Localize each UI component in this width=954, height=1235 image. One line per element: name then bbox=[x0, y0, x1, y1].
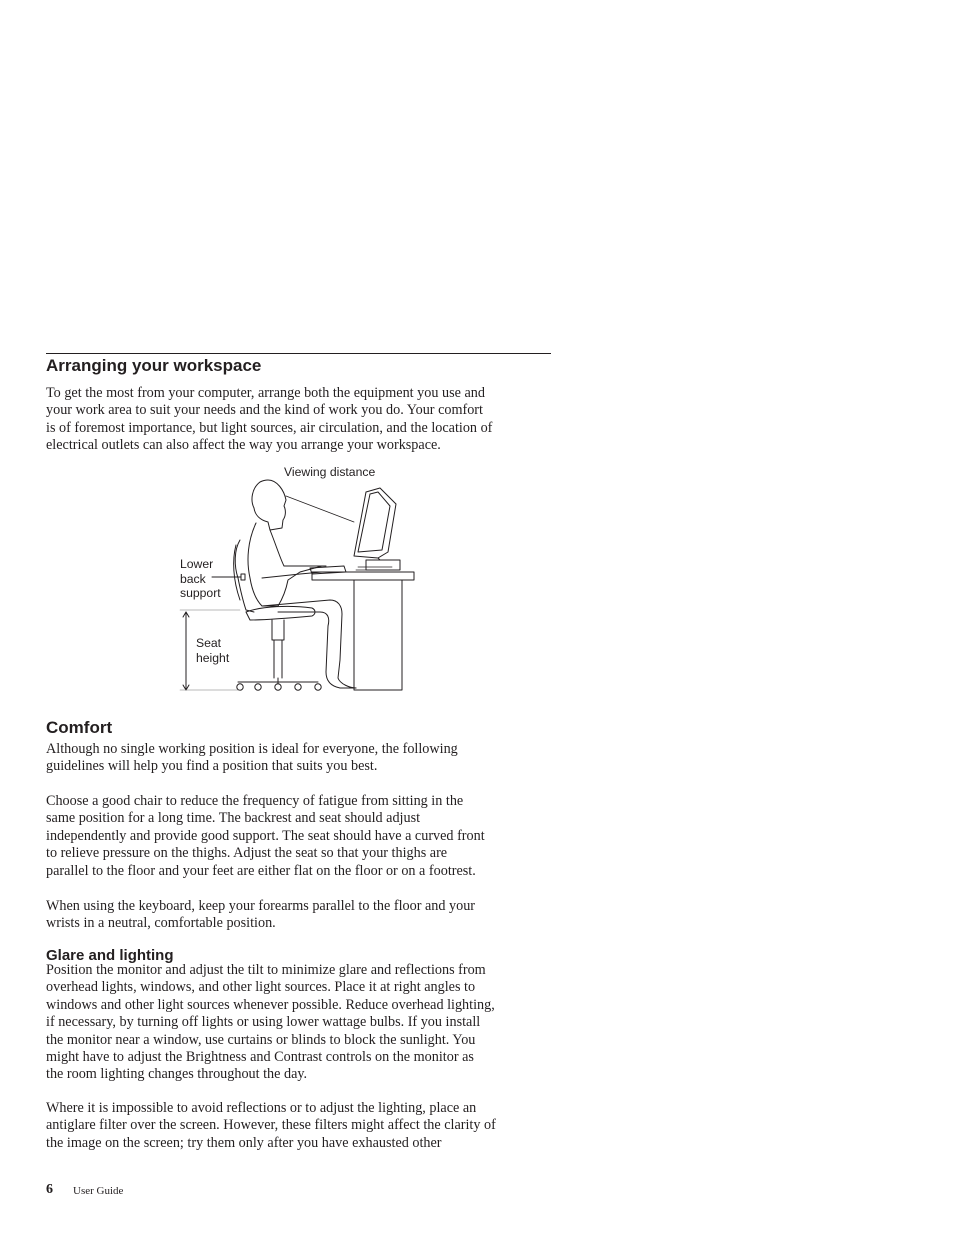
comfort-paragraph-1: Although no single working position is ideal for everyone, the following guidelines will help you find a position that suits you best. bbox=[46, 741, 458, 775]
viewing-distance-label: Viewing distance bbox=[284, 465, 376, 479]
lower-back-support-label: Lower back support bbox=[180, 557, 221, 601]
intro-paragraph: To get the most from your computer, arrange both the equipment you use and your work area to suit your needs and the kind of work you do. Your comfort is of foremost importance, but light sources, air circulation, and the location of electrical outlets can also affect the way you arrange your workspace. bbox=[46, 385, 493, 454]
section-rule bbox=[46, 353, 551, 354]
comfort-paragraph-2: Choose a good chair to reduce the frequency of fatigue from sitting in the same position for a long time. The backrest and seat should adjust independently and provide good support. The seat should have a curved front to relieve pressure on the thighs. Adjust the seat so that your thighs are parallel to the floor and your feet are either flat on the floor or on a footrest. bbox=[46, 793, 485, 879]
glare-paragraph-1: Position the monitor and adjust the tilt to minimize glare and reflections from overhead lights, windows, and other light sources. Place it at right angles to windows and other light sources whenever possible. Reduce overhead lighting, if necessary, by turning off lights or using lower wattage bulbs. If you install the monitor near a window, use curtains or blinds to block the sunlight. You might have to adjust the Brightness and Contrast controls on the monitor as the room lighting changes throughout the day. bbox=[46, 962, 495, 1083]
section-title: Arranging your workspace bbox=[46, 356, 262, 375]
footer-title: User Guide bbox=[73, 1185, 124, 1197]
page-number: 6 bbox=[46, 1182, 53, 1197]
seat-height-label: Seat height bbox=[196, 636, 230, 665]
workspace-figure bbox=[170, 460, 430, 700]
comfort-heading: Comfort bbox=[46, 718, 113, 737]
glare-paragraph-2: Where it is impossible to avoid reflections or to adjust the lighting, place an antiglare filter over the screen. However, these filters might affect the clarity of the image on the screen; try them only after you have exhausted other bbox=[46, 1100, 496, 1151]
glare-heading: Glare and lighting bbox=[46, 947, 174, 964]
comfort-paragraph-3: When using the keyboard, keep your forearms parallel to the floor and your wrists in a neutral, comfortable position. bbox=[46, 898, 476, 932]
